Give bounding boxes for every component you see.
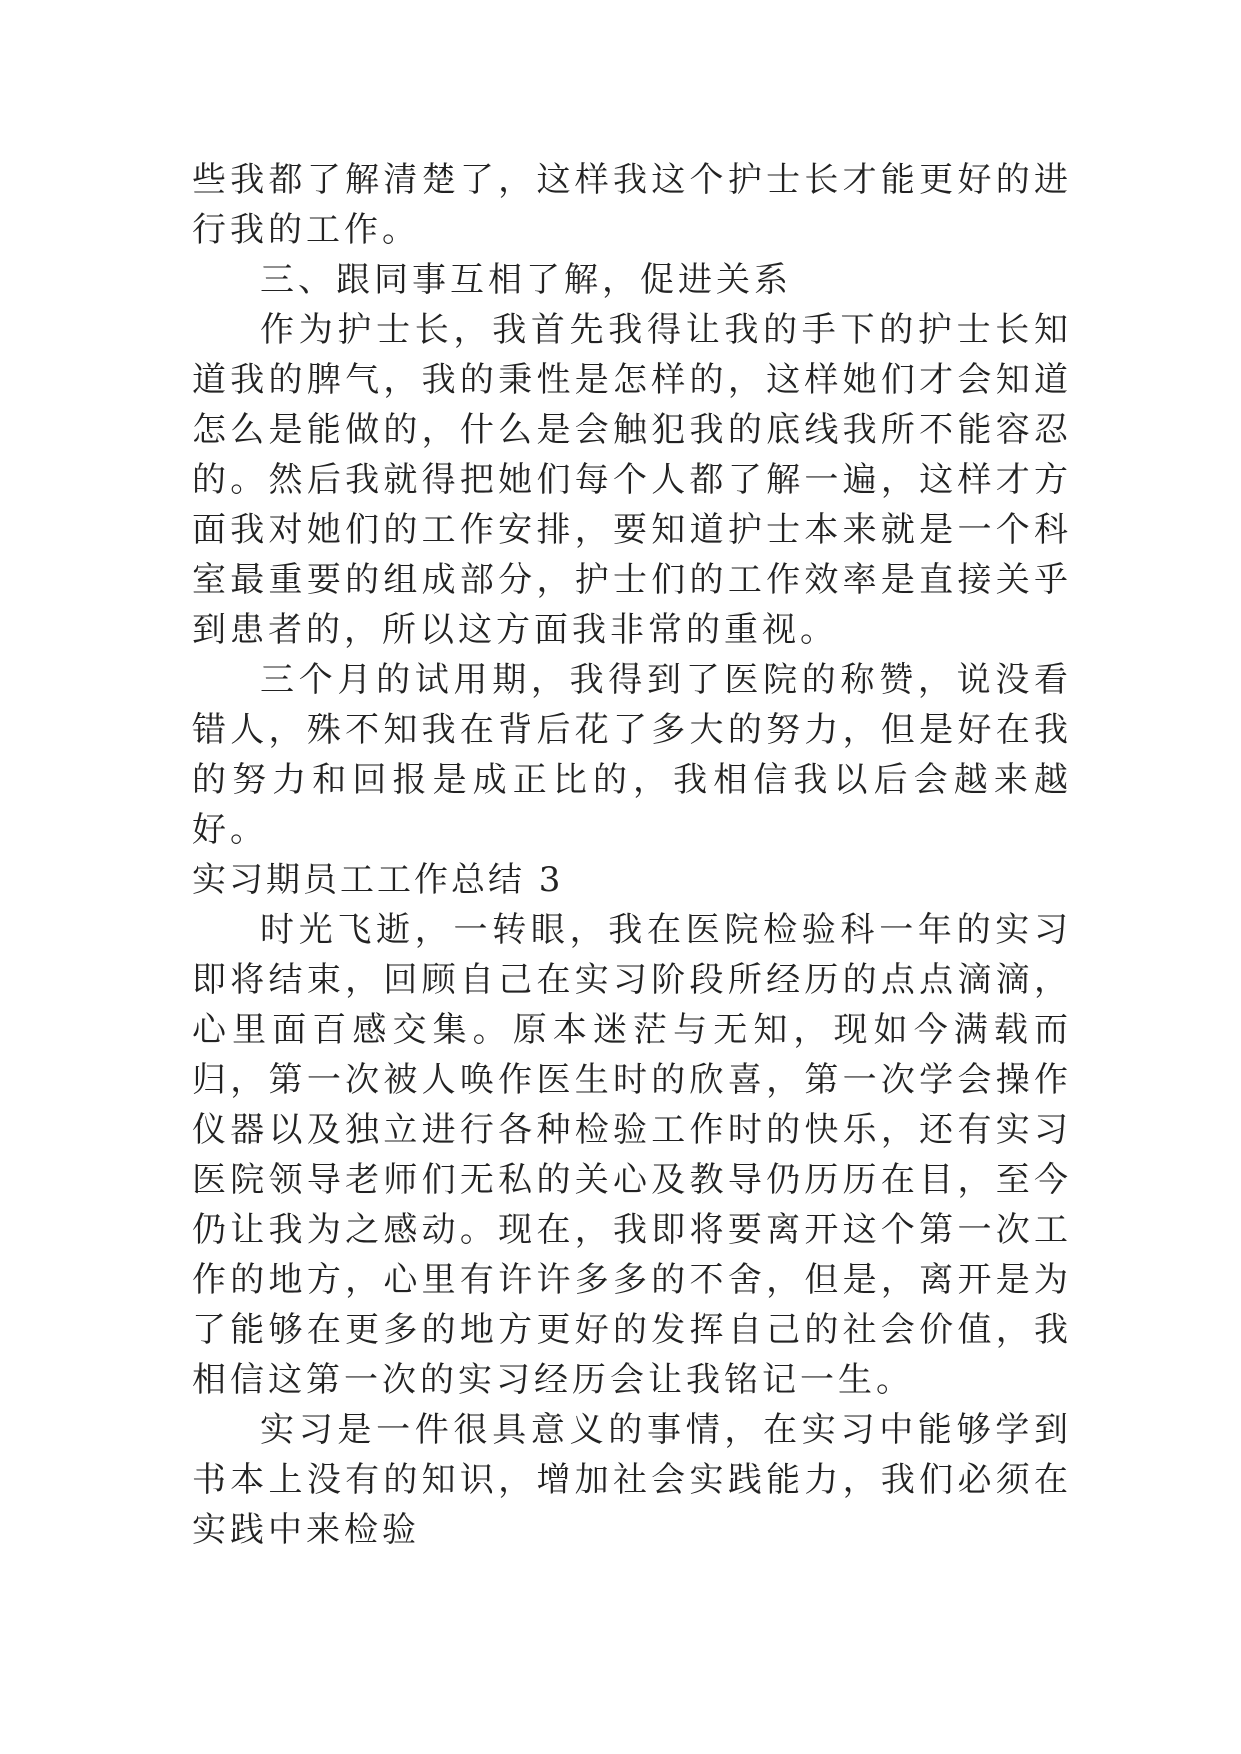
paragraph-continuation: 些我都了解清楚了，这样我这个护士长才能更好的进行我的工作。 xyxy=(192,160,1072,250)
document-section-title: 实习期员工工作总结 3 xyxy=(192,860,564,900)
paragraph-internship-meaning: 实习是一件很具意义的事情，在实习中能够学到书本上没有的知识，增加社会实践能力，我们必须在实践中来检验 xyxy=(192,1410,1072,1550)
paragraph-internship-review: 时光飞逝，一转眼，我在医院检验科一年的实习即将结束，回顾自己在实习阶段所经历的点点滴滴，心里面百感交集。原本迷茫与无知，现如今满载而归，第一次被人唤作医生时的欣喜，第一次学会操作仪器以及独立进行各种检验工作时的快乐，还有实习医院领导老师们无私的关心及教导仍历历在目，至今仍让我为之感动。现在，我即将要离开这个第一次工作的地方，心里有许许多多的不舍，但是，离开是为了能够在更多的地方更好的发挥自己的社会价值，我相信这第一次的实习经历会让我铭记一生。 xyxy=(192,910,1072,1400)
paragraph-probation: 三个月的试用期，我得到了医院的称赞，说没看错人，殊不知我在背后花了多大的努力，但是好在我的努力和回报是成正比的，我相信我以后会越来越好。 xyxy=(192,660,1072,850)
section-heading-three: 三、跟同事互相了解，促进关系 xyxy=(260,260,792,300)
document-body xyxy=(192,155,1072,1555)
paragraph-head-nurse-duties: 作为护士长，我首先我得让我的手下的护士长知道我的脾气，我的秉性是怎样的，这样她们才会知道怎么是能做的，什么是会触犯我的底线我所不能容忍的。然后我就得把她们每个人都了解一遍，这样才方面我对她们的工作安排，要知道护士本来就是一个科室最重要的组成部分，护士们的工作效率是直接关乎到患者的，所以这方面我非常的重视。 xyxy=(192,310,1072,650)
